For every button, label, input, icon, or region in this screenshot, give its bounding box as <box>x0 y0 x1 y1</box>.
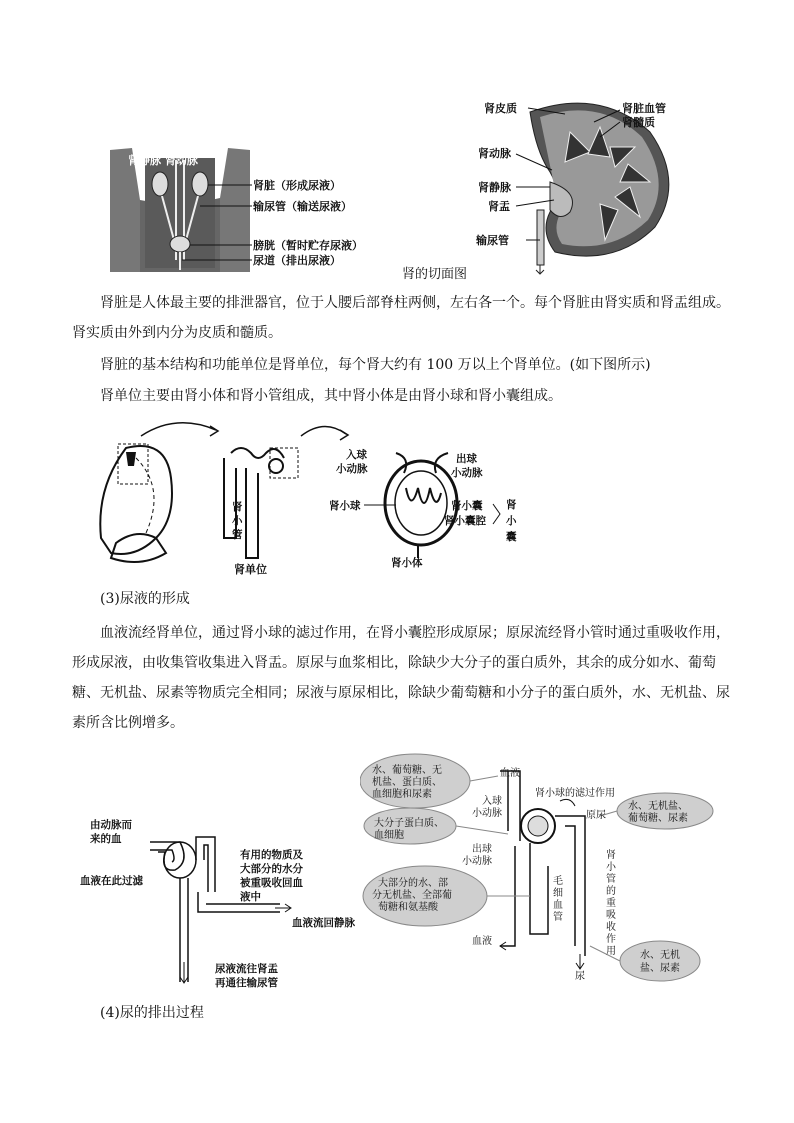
in-arteriole-line2: 小动脉 <box>336 463 368 475</box>
reabs-v2: 小 <box>606 862 616 873</box>
bubble4-line1: 大部分的水、部 <box>378 878 448 889</box>
bubble4-line3: 萄糖和氨基酸 <box>378 902 438 913</box>
kidney-label: 肾脏（形成尿液） <box>253 179 341 192</box>
capsule-v3: 囊 <box>506 531 517 543</box>
corpuscle-label: 肾小体 <box>391 557 423 569</box>
reabs-v3: 管 <box>606 874 616 885</box>
reabs-v4: 的 <box>606 886 616 897</box>
reabs-v7: 收 <box>606 922 616 933</box>
in-arteriole-2: 小动脉 <box>472 808 502 819</box>
paragraph-urine-formation: 血液流经肾单位，通过肾小球的滤过作用，在肾小囊腔形成原尿；原尿流经肾小管时通过重吸收作用，形成尿液，由收集管收集进入肾盂。原尿与血浆相比，除缺少大分子的蛋白质外，其余的成分如水、葡萄糖、无机盐、尿素等物质完全相同；尿液与原尿相比，除缺少葡萄糖和小分子的蛋白质外，水、无机盐、尿素所含比例增多。 <box>72 625 730 731</box>
tubule-v2: 小 <box>232 515 243 527</box>
reabs-v1: 肾 <box>606 850 616 861</box>
right-kidney <box>192 172 208 196</box>
bubble5-line1: 水、无机 <box>640 950 680 961</box>
filtration-path-figure <box>80 812 380 997</box>
from-artery-1: 由动脉而 <box>90 819 132 831</box>
bubble1-line3: 血细胞和尿素 <box>372 789 432 800</box>
bubble3-line1: 大分子蛋白质、 <box>374 818 444 829</box>
capsule-v1: 肾 <box>506 499 517 511</box>
blood2-label: 血液 <box>472 936 492 947</box>
reabs-v6: 吸 <box>606 910 616 921</box>
vessels-label: 肾脏血管 <box>622 102 666 115</box>
left-kidney <box>152 172 168 196</box>
bubble2-line1: 水、无机盐、 <box>628 801 688 812</box>
out-arteriole-2: 小动脉 <box>462 856 492 867</box>
bubble4-line2: 分无机盐、全部葡 <box>372 890 452 901</box>
capsule-cavity-label: 肾小囊腔 <box>444 515 486 527</box>
out-arteriole-line1: 出球 <box>456 453 477 465</box>
bladder <box>170 236 190 252</box>
section-urine-excretion: (4)尿的排出过程 <box>100 1005 204 1021</box>
veins-label: 肾静脉 肾动脉 <box>128 154 198 167</box>
paragraph-kidney: 肾脏是人体最主要的排泄器官，位于人腰后部脊柱两侧，左右各一个。每个肾脏由肾实质和肾盂组成。肾实质由外到内分为皮质和髓质。 <box>72 295 730 341</box>
medulla-label: 肾髓质 <box>622 116 655 129</box>
useful-2: 大部分的水分 <box>240 863 303 875</box>
reabs-v5: 重 <box>606 898 616 909</box>
nephron-figure <box>96 418 536 578</box>
section-urine-formation: (3)尿液的形成 <box>100 591 190 607</box>
bubble5-line2: 盐、尿素 <box>640 963 680 974</box>
in-arteriole-line1: 入球 <box>346 449 367 461</box>
urethra-label: 尿道（排出尿液） <box>253 254 341 267</box>
kidney-section-caption: 肾的切面图 <box>402 267 468 282</box>
filter-label: 血液在此过滤 <box>80 875 143 887</box>
glomerulus-label: 肾小球 <box>329 500 361 512</box>
back-vein-label: 血液流回静脉 <box>292 917 355 929</box>
reabsorption-figure <box>360 746 720 996</box>
nephron-label: 肾单位 <box>234 563 267 576</box>
filtration-label: 肾小球的滤过作用 <box>535 788 615 799</box>
urine-label: 尿 <box>575 971 585 982</box>
urine-1: 尿液流往肾盂 <box>215 963 278 975</box>
tubule-v3: 管 <box>232 529 243 541</box>
capsule-label: 肾小囊 <box>451 500 483 512</box>
out-arteriole-line2: 小动脉 <box>451 467 483 479</box>
bubble3-line2: 血细胞 <box>374 830 404 841</box>
bubble1-line1: 水、葡萄糖、无 <box>372 765 442 776</box>
urine-2: 再通往输尿管 <box>215 977 278 989</box>
reabs-v9: 用 <box>606 946 616 957</box>
bubble1-line2: 机盐、蛋白质、 <box>372 777 442 788</box>
ureter-label-2: 输尿管 <box>476 234 509 247</box>
useful-4: 液中 <box>240 891 261 903</box>
vein-label: 肾静脉 <box>478 181 511 194</box>
bladder-label: 膀胱（暂时贮存尿液） <box>253 239 363 252</box>
cap-v4: 管 <box>553 912 563 923</box>
useful-1: 有用的物质及 <box>240 849 303 861</box>
cap-v3: 血 <box>553 900 563 911</box>
useful-3: 被重吸收回血 <box>240 877 303 889</box>
kidney-section-figure <box>470 92 710 277</box>
ureter-tube <box>537 210 544 265</box>
paragraph-nephron-structure: 肾单位主要由肾小体和肾小管组成，其中肾小体是由肾小球和肾小囊组成。 <box>100 388 562 404</box>
urinary-system-figure <box>110 140 400 275</box>
capsule-v2: 小 <box>506 515 517 527</box>
ureter-label: 输尿管（输送尿液） <box>253 200 352 213</box>
cortex-label: 肾皮质 <box>484 102 517 115</box>
bubble2-line2: 葡萄糖、尿素 <box>628 813 688 824</box>
out-arteriole-1: 出球 <box>472 844 492 855</box>
artery-label: 肾动脉 <box>478 147 511 160</box>
pelvis-label: 肾盂 <box>488 200 510 213</box>
primary-urine-label: 原尿 <box>586 810 606 821</box>
cap-v2: 细 <box>553 888 563 899</box>
cap-v1: 毛 <box>553 876 563 887</box>
reabs-v8: 作 <box>606 934 616 945</box>
in-arteriole-1: 入球 <box>482 796 502 807</box>
paragraph-nephron-count: 肾脏的基本结构和功能单位是肾单位，每个肾大约有 100 万以上个肾单位。(如下图所示) <box>100 357 651 373</box>
from-artery-2: 来的血 <box>90 833 122 845</box>
blood-label: 血液 <box>500 768 520 779</box>
tubule-v1: 肾 <box>232 501 243 513</box>
